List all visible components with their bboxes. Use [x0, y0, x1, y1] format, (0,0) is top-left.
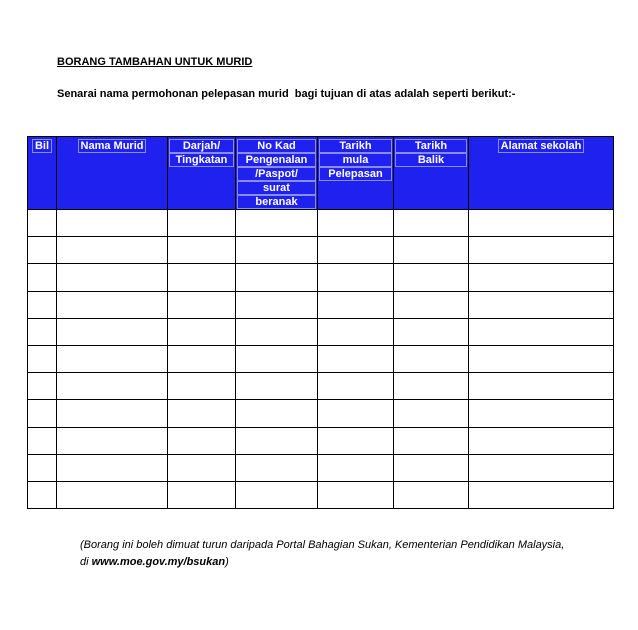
- cell-tarikh-balik[interactable]: [394, 373, 469, 400]
- cell-alamat[interactable]: [469, 264, 614, 291]
- cell-darjah[interactable]: [168, 454, 236, 481]
- portal-url-link[interactable]: www.moe.gov.my/bsukan: [91, 556, 226, 568]
- cell-nama-murid[interactable]: [57, 318, 168, 345]
- cell-no-kad[interactable]: [236, 400, 318, 427]
- cell-no-kad[interactable]: [236, 481, 318, 508]
- cell-nama-murid[interactable]: [57, 427, 168, 454]
- cell-tarikh-mula[interactable]: [318, 373, 394, 400]
- header-no-kad: No Kad Pengenalan /Paspot/ surat beranak: [236, 137, 318, 210]
- table-row: [28, 427, 614, 454]
- cell-tarikh-mula[interactable]: [318, 345, 394, 372]
- cell-darjah[interactable]: [168, 345, 236, 372]
- cell-tarikh-balik[interactable]: [394, 318, 469, 345]
- table-row: [28, 318, 614, 345]
- cell-darjah[interactable]: [168, 264, 236, 291]
- cell-no-kad[interactable]: [236, 237, 318, 264]
- cell-bil[interactable]: [28, 454, 57, 481]
- cell-nama-murid[interactable]: [57, 237, 168, 264]
- cell-tarikh-balik[interactable]: [394, 291, 469, 318]
- cell-tarikh-mula[interactable]: [318, 237, 394, 264]
- cell-nama-murid[interactable]: [57, 481, 168, 508]
- cell-bil[interactable]: [28, 481, 57, 508]
- intro-text: Senarai nama permohonan pelepasan murid bagi tujuan di atas adalah seperti berikut:-: [57, 88, 516, 100]
- cell-nama-murid[interactable]: [57, 291, 168, 318]
- cell-tarikh-mula[interactable]: [318, 400, 394, 427]
- cell-tarikh-balik[interactable]: [394, 400, 469, 427]
- cell-darjah[interactable]: [168, 318, 236, 345]
- table-row: [28, 291, 614, 318]
- form-title: BORANG TAMBAHAN UNTUK MURID: [57, 56, 253, 68]
- cell-darjah[interactable]: [168, 481, 236, 508]
- cell-tarikh-mula[interactable]: [318, 291, 394, 318]
- cell-no-kad[interactable]: [236, 373, 318, 400]
- cell-alamat[interactable]: [469, 481, 614, 508]
- cell-tarikh-mula[interactable]: [318, 318, 394, 345]
- header-alamat-sekolah: Alamat sekolah: [469, 137, 614, 210]
- table-row: [28, 237, 614, 264]
- cell-bil[interactable]: [28, 318, 57, 345]
- cell-no-kad[interactable]: [236, 318, 318, 345]
- table-row: [28, 454, 614, 481]
- cell-tarikh-balik[interactable]: [394, 454, 469, 481]
- header-darjah-tingkatan: Darjah/ Tingkatan: [168, 137, 236, 210]
- cell-tarikh-balik[interactable]: [394, 345, 469, 372]
- cell-alamat[interactable]: [469, 237, 614, 264]
- cell-alamat[interactable]: [469, 427, 614, 454]
- footer-note: [80, 537, 564, 571]
- cell-darjah[interactable]: [168, 237, 236, 264]
- table-header-row: [28, 137, 614, 210]
- cell-darjah[interactable]: [168, 427, 236, 454]
- header-bil: Bil: [28, 137, 57, 210]
- student-list-table: [27, 136, 614, 509]
- table-row: [28, 373, 614, 400]
- cell-alamat[interactable]: [469, 400, 614, 427]
- cell-no-kad[interactable]: [236, 427, 318, 454]
- cell-bil[interactable]: [28, 291, 57, 318]
- cell-alamat[interactable]: [469, 454, 614, 481]
- cell-nama-murid[interactable]: [57, 454, 168, 481]
- cell-nama-murid[interactable]: [57, 400, 168, 427]
- cell-bil[interactable]: [28, 427, 57, 454]
- cell-tarikh-mula[interactable]: [318, 427, 394, 454]
- table-row: [28, 210, 614, 237]
- cell-no-kad[interactable]: [236, 454, 318, 481]
- cell-no-kad[interactable]: [236, 291, 318, 318]
- cell-no-kad[interactable]: [236, 345, 318, 372]
- cell-nama-murid[interactable]: [57, 210, 168, 237]
- footer-note-line1: (Borang ini boleh dimuat turun daripada Portal Bahagian Sukan, Kementerian Pendidikan Malaysia,: [80, 539, 565, 551]
- cell-alamat[interactable]: [469, 345, 614, 372]
- cell-bil[interactable]: [28, 345, 57, 372]
- cell-darjah[interactable]: [168, 400, 236, 427]
- cell-alamat[interactable]: [469, 318, 614, 345]
- cell-tarikh-mula[interactable]: [318, 264, 394, 291]
- cell-tarikh-mula[interactable]: [318, 454, 394, 481]
- table-row: [28, 481, 614, 508]
- cell-no-kad[interactable]: [236, 210, 318, 237]
- table-row: [28, 264, 614, 291]
- cell-darjah[interactable]: [168, 291, 236, 318]
- table-row: [28, 345, 614, 372]
- cell-tarikh-balik[interactable]: [394, 427, 469, 454]
- header-tarikh-balik: Tarikh Balik: [394, 137, 469, 210]
- cell-bil[interactable]: [28, 210, 57, 237]
- cell-tarikh-mula[interactable]: [318, 210, 394, 237]
- cell-nama-murid[interactable]: [57, 345, 168, 372]
- cell-alamat[interactable]: [469, 373, 614, 400]
- cell-nama-murid[interactable]: [57, 264, 168, 291]
- table-row: [28, 400, 614, 427]
- cell-tarikh-balik[interactable]: [394, 481, 469, 508]
- table-body: [28, 210, 614, 509]
- cell-alamat[interactable]: [469, 210, 614, 237]
- cell-alamat[interactable]: [469, 291, 614, 318]
- cell-darjah[interactable]: [168, 373, 236, 400]
- cell-bil[interactable]: [28, 400, 57, 427]
- cell-darjah[interactable]: [168, 210, 236, 237]
- header-nama-murid: Nama Murid: [57, 137, 168, 210]
- footer-note-line2: di www.moe.gov.my/bsukan): [80, 556, 229, 568]
- cell-tarikh-balik[interactable]: [394, 264, 469, 291]
- cell-tarikh-balik[interactable]: [394, 210, 469, 237]
- header-tarikh-mula: Tarikh mula Pelepasan: [318, 137, 394, 210]
- cell-tarikh-balik[interactable]: [394, 237, 469, 264]
- cell-bil[interactable]: [28, 237, 57, 264]
- cell-bil[interactable]: [28, 373, 57, 400]
- cell-tarikh-mula[interactable]: [318, 481, 394, 508]
- cell-nama-murid[interactable]: [57, 373, 168, 400]
- cell-no-kad[interactable]: [236, 264, 318, 291]
- cell-bil[interactable]: [28, 264, 57, 291]
